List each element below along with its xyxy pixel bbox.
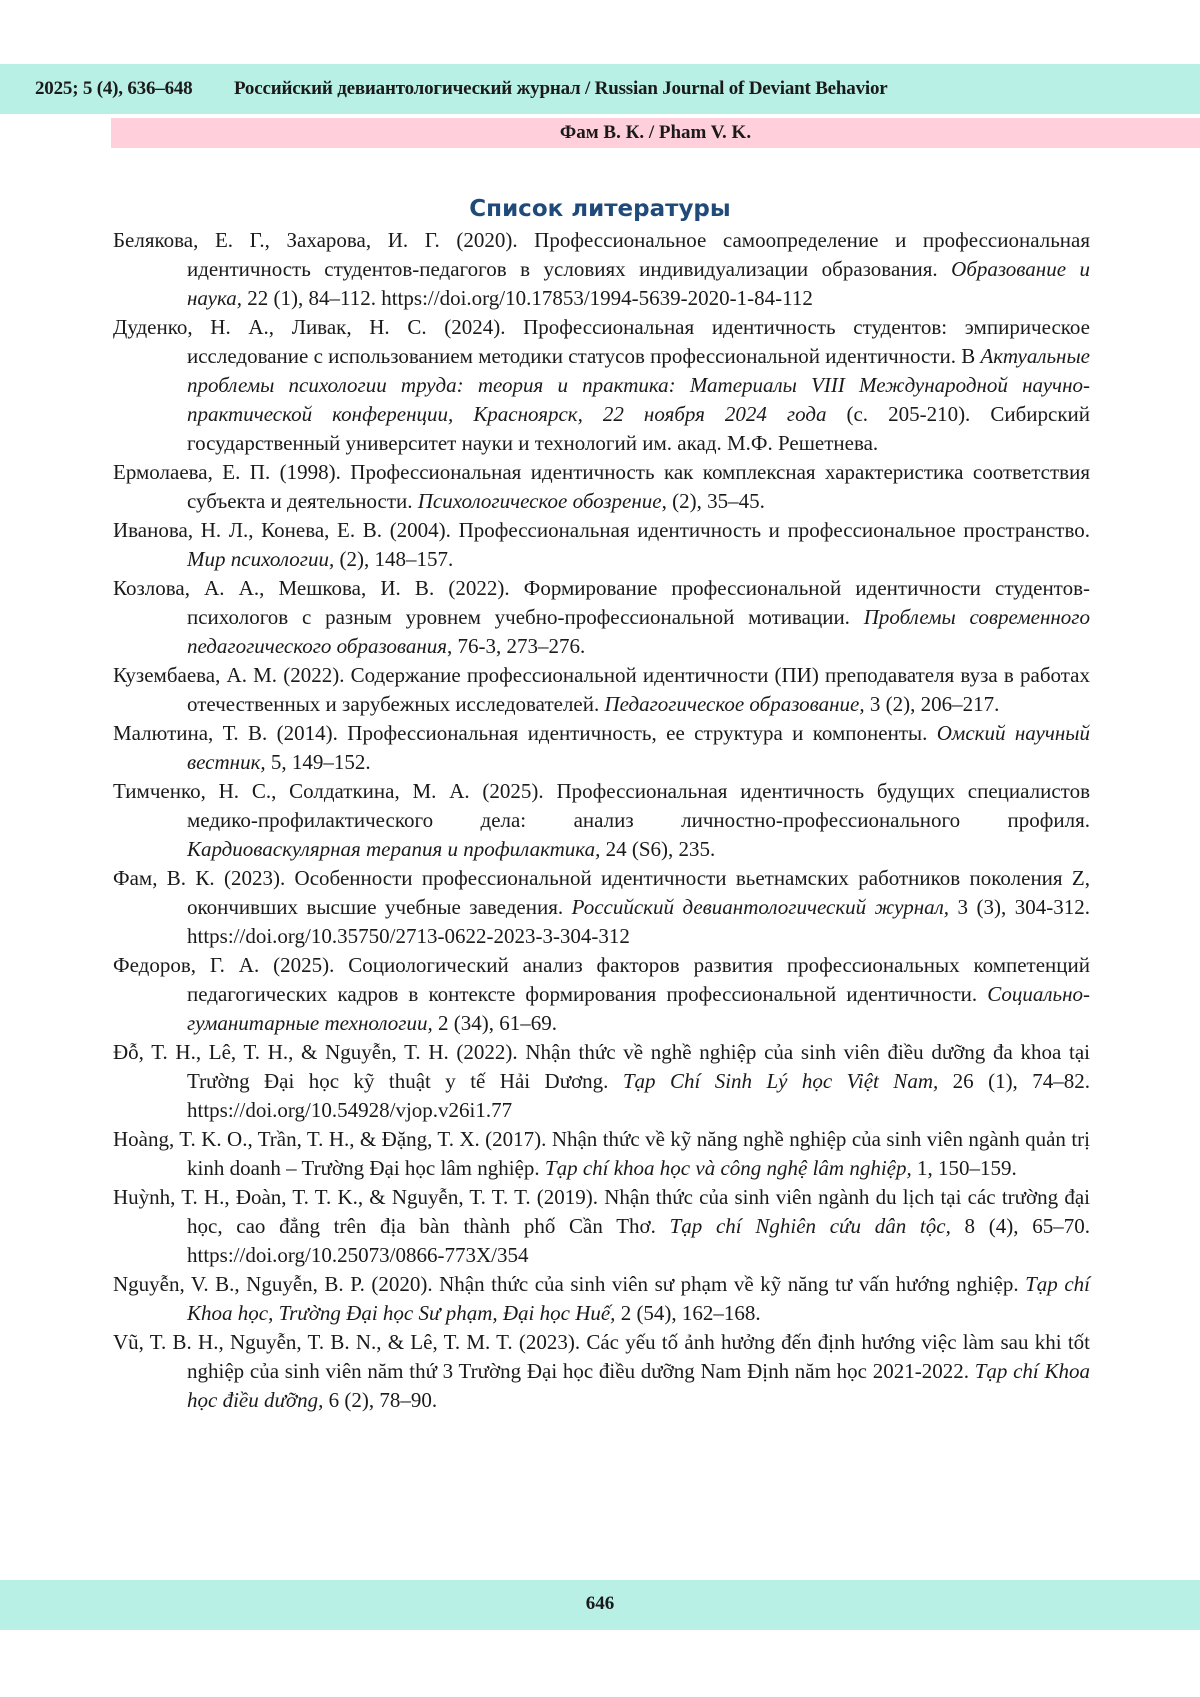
issue-info: 2025; 5 (4), 636–648 — [35, 78, 193, 99]
reference-list — [113, 226, 1090, 1415]
reference-item: Белякова, Е. Г., Захарова, И. Г. (2020). Профессиональное самоопределение и профессиональная идентичность студентов-педагогов в условиях индивидуализации образования. Образование и наука, 22 (1), 84–112. https://doi.org/10.17853/1994-5639-2020-1-84-112 — [113, 228, 1091, 310]
reference-item: Малютина, Т. В. (2014). Профессиональная идентичность, ее структура и компоненты. Омский научный вестник, 5, 149–152. — [113, 721, 1090, 774]
reference-item: Hoàng, T. K. O., Trần, T. H., & Đặng, T. X. (2017). Nhận thức về kỹ năng nghề nghiệp của sinh viên ngành quản trị kinh doanh – Trường Đại học lâm nghiệp. Tạp chí khoa học và công nghệ lâm nghiệp, 1, 150–159. — [113, 1127, 1090, 1180]
footer-band — [0, 1580, 1200, 1630]
reference-item: Тимченко, Н. С., Солдаткина, М. А. (2025). Профессиональная идентичность будущих специалистов медико-профилактического дела: анализ личностно-профессионального профиля. Кардиоваскулярная терапия и профилактика, 24 (S6), 235. — [113, 779, 1090, 861]
reference-item: Козлова, А. А., Мешкова, И. В. (2022). Формирование профессиональной идентичности студентов-психологов с разным уровнем учебно-профессиональной мотивации. Проблемы современного педагогического образования, 76-3, 273–276. — [113, 576, 1090, 658]
author-band — [111, 118, 1200, 148]
reference-item: Федоров, Г. А. (2025). Социологический анализ факторов развития профессиональных компетенций педагогических кадров в контексте формирования профессиональной идентичности. Социально-гуманитарные технологии, 2 (34), 61–69. — [113, 953, 1090, 1035]
running-author: Фам В. К. / Pham V. K. — [559, 122, 752, 143]
journal-title: Российский девиантологический журнал / Russian Journal of Deviant Behavior — [234, 78, 888, 99]
reference-item: Кузембаева, А. М. (2022). Содержание профессиональной идентичности (ПИ) преподавателя вуза в работах отечественных и зарубежных исследователей. Педагогическое образование, 3 (2), 206–217. — [113, 663, 1090, 716]
reference-item: Фам, В. К. (2023). Особенности профессиональной идентичности вьетнамских работников поколения Z, окончивших высшие учебные заведения. Российский девиантологический журнал, 3 (3), 304-312. https://doi.org/10.35750/2713-0622-2023-3-304-312 — [113, 866, 1091, 948]
reference-item: Vũ, T. B. H., Nguyễn, T. B. N., & Lê, T. M. T. (2023). Các yếu tố ảnh hưởng đến định hướng việc làm sau khi tốt nghiệp của sinh viên năm thứ 3 Trường Đại học điều dưỡng Nam Định năm học 2021-2022. Tạp chí Khoa học điều dưỡng, 6 (2), 78–90. — [113, 1330, 1090, 1412]
reference-item: Huỳnh, T. H., Đoàn, T. T. K., & Nguyễn, T. T. T. (2019). Nhận thức của sinh viên ngành du lịch tại các trường đại học, cao đẳng trên địa bàn thành phố Cần Thơ. Tạp chí Nghiên cứu dân tộc, 8 (4), 65–70. https://doi.org/10.25073/0866-773X/354 — [113, 1185, 1090, 1267]
page-number: 646 — [585, 1593, 615, 1614]
reference-item: Иванова, Н. Л., Конева, Е. В. (2004). Профессиональная идентичность и профессиональное пространство. Мир психологии, (2), 148–157. — [113, 518, 1090, 571]
section-title: Список литературы — [469, 196, 731, 222]
reference-item: Nguyễn, V. B., Nguyễn, B. P. (2020). Nhận thức của sinh viên sư phạm về kỹ năng tư vấn hướng nghiệp. Tạp chí Khoa học, Trường Đại học Sư phạm, Đại học Huế, 2 (54), 162–168. — [113, 1272, 1090, 1325]
header-band — [0, 64, 1200, 114]
reference-item: Дуденко, Н. А., Ливак, Н. С. (2024). Профессиональная идентичность студентов: эмпирическое исследование с использованием методики статусов профессиональной идентичности. В Актуальные проблемы психологии труда: теория и практика: Материалы VIII Международной научно-практической конференции, Красноярск, 22 ноября 2024 года (с. 205-210). Сибирский государственный университет науки и технологий им. акад. М.Ф. Решетнева. — [113, 315, 1090, 455]
reference-item: Đỗ, T. H., Lê, T. H., & Nguyễn, T. H. (2022). Nhận thức về nghề nghiệp của sinh viên điều dưỡng đa khoa tại Trường Đại học kỹ thuật y tế Hải Dương. Tạp Chí Sinh Lý học Việt Nam, 26 (1), 74–82. https://doi.org/10.54928/vjop.v26i1.77 — [113, 1040, 1090, 1122]
reference-item: Ермолаева, Е. П. (1998). Профессиональная идентичность как комплексная характеристика соответствия субъекта и деятельности. Психологическое обозрение, (2), 35–45. — [113, 460, 1090, 513]
